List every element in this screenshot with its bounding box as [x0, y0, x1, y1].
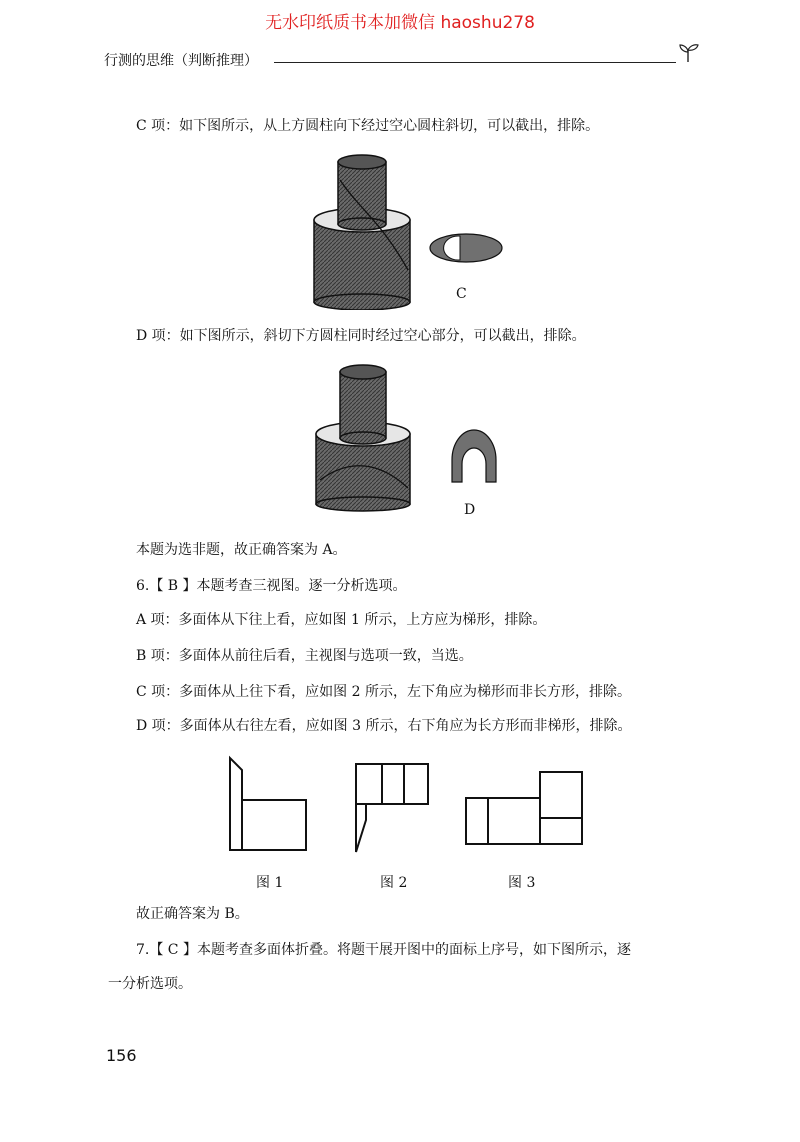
figure-1-view — [224, 752, 314, 856]
q7-line1: 7.【 C 】本题考查多面体折叠。将题干展开图中的面标上序号，如下图所示，逐 — [136, 942, 631, 958]
header-rule — [274, 62, 676, 63]
figure-d-cylinders — [300, 362, 540, 512]
page-header — [104, 50, 700, 72]
conclusion-q6: 故正确答案为 B。 — [136, 906, 249, 922]
caption-fig2: 图 2 — [380, 875, 408, 891]
q6-option-a: A 项：多面体从下往上看，应如图 1 所示，上方应为梯形，排除。 — [136, 612, 547, 628]
caption-fig3: 图 3 — [508, 875, 536, 891]
q6-option-c: C 项：多面体从上往下看，应如图 2 所示，左下角应为梯形而非长方形，排除。 — [136, 684, 631, 700]
caption-d: D — [464, 502, 476, 518]
option-d-text: D 项：如下图所示，斜切下方圆柱同时经过空心部分，可以截出，排除。 — [136, 328, 586, 344]
q6-option-d: D 项：多面体从右往左看，应如图 3 所示，右下角应为长方形而非梯形，排除。 — [136, 718, 632, 734]
q7-line2: 一分析选项。 — [108, 976, 192, 992]
option-c-text: C 项：如下图所示，从上方圆柱向下经过空心圆柱斜切，可以截出，排除。 — [136, 118, 600, 134]
figure-c-cylinders — [300, 150, 540, 310]
header-title: 行测的思维（判断推理） — [104, 53, 258, 69]
figure-3-view — [458, 766, 590, 850]
watermark-text: 无水印纸质书本加微信 haoshu278 — [265, 13, 535, 33]
caption-fig1: 图 1 — [256, 875, 284, 891]
sprout-icon — [676, 40, 700, 64]
conclusion-q5: 本题为选非题，故正确答案为 A。 — [136, 542, 347, 558]
caption-c: C — [456, 286, 467, 302]
q6-heading: 6.【 B 】本题考查三视图。逐一分析选项。 — [136, 578, 407, 594]
page-number: 156 — [106, 1046, 137, 1065]
figure-2-view — [348, 760, 434, 856]
q6-option-b: B 项：多面体从前往后看，主视图与选项一致，当选。 — [136, 648, 473, 664]
